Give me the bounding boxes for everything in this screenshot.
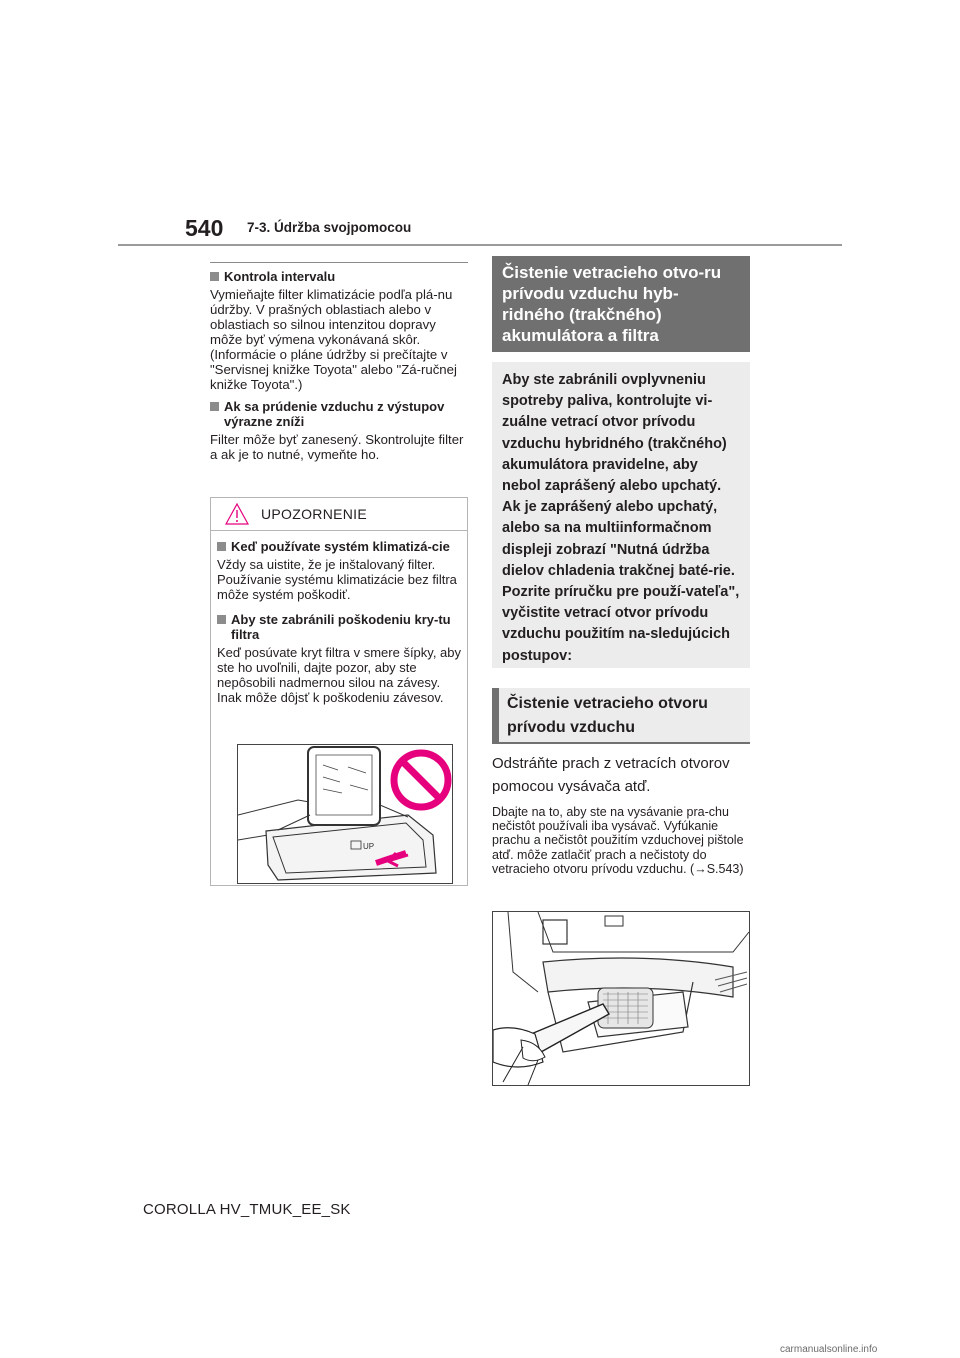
step-heading: Čistenie vetracieho otvoru prívodu vzduchu [492,688,750,744]
topic-heading-text: Kontrola intervalu [224,269,336,284]
intro-box: Aby ste zabránili ovplyvneniu spotreby paliva, kontrolujte vi-zuálne vetrací otvor prívodu vzduchu hybridného (trakčného) akumulátora pravidelne, aby nebol zaprášený alebo upchatý. Ak je zaprášený alebo upchatý, alebo sa na multiinformačnom displeji zobrazí "Nutná údržba dielov chladenia trakčnej baté-rie. Pozrite príručku pre použí-vateľa", vyčistite vetrací otvor prívodu vzduchu použitím na-sledujúcich postupov: [492,362,750,668]
header-rule [118,244,842,246]
warning-item-text: Vždy sa uistite, že je inštalovaný filter. Používanie systému klimatizácie bez filtra môže systém poškodiť. [217,557,457,602]
section-banner: Čistenie vetracieho otvo-ru prívodu vzduchu hyb-ridného (trakčného) akumulátora a filtra [492,256,750,352]
topic-divider [210,262,468,263]
topic-heading [210,269,468,284]
warning-item-heading [217,612,461,642]
warning-content [211,531,467,705]
warning-item-heading-text: Aby ste zabránili poškodeniu kry-tu filtra [231,612,451,642]
filter-cover-illustration [237,744,453,884]
square-bullet-icon [210,272,219,281]
footer-model: COROLLA HV_TMUK_EE_SK [143,1201,351,1218]
vacuum-drawing [493,912,749,1085]
step-note: Dbajte na to, aby ste na vysávanie pra-chu nečistôt používali iba vysávač. Vyfúkanie prachu a nečistôt použitím vzduchovej pištole atď. môže zatlačiť prach a nečistoty do vetracieho otvoru prívodu vzduchu. (→S.543) [492,805,744,876]
square-bullet-icon [217,542,226,551]
warning-item-heading-text: Keď používate systém klimatizá-cie [231,539,450,554]
warning-box [210,497,468,886]
warning-label: UPOZORNENIE [261,506,367,522]
watermark: carmanualsonline.info [780,1344,878,1355]
square-bullet-icon [210,402,219,411]
topic-heading-text: Ak sa prúdenie vzduchu z výstupov výrazne zníži [224,399,445,429]
square-bullet-icon [217,615,226,624]
step-text: Odstráňte prach z vetracích otvorov pomocou vysávača atď. [492,755,730,795]
up-label: UP [363,842,375,851]
warning-header [211,498,467,531]
topic-body: Vymieňajte filter klimatizácie podľa plá-nu údržby. V prašných oblastiach alebo v oblastiach so silnou intenzitou dopravy môže byť výmena vykonávaná skôr. (Informácie o pláne údržby si prečítajte v "Servisnej knižke Toyota" alebo "Zá-ručnej knižke Toyota".) [210,287,457,392]
section-title: 7-3. Údržba svojpomocou [247,220,412,235]
warning-triangle-icon [225,503,249,525]
filter-cover-drawing [238,745,452,883]
warning-item-heading [217,539,461,554]
vacuum-illustration [492,911,750,1086]
page-number: 540 [185,215,224,241]
topic-heading [210,399,468,429]
left-column [210,262,468,469]
topic-body: Filter môže byť zanesený. Skontrolujte filter a ak je to nutné, vymeňte ho. [210,432,464,462]
warning-item-text: Keď posúvate kryt filtra v smere šípky, aby ste ho uvoľnili, dajte pozor, aby ste nepôsobili nadmernou silou na závesy. Inak môže dôjsť k poškodeniu závesov. [217,645,462,705]
prohibition-icon [402,761,440,799]
